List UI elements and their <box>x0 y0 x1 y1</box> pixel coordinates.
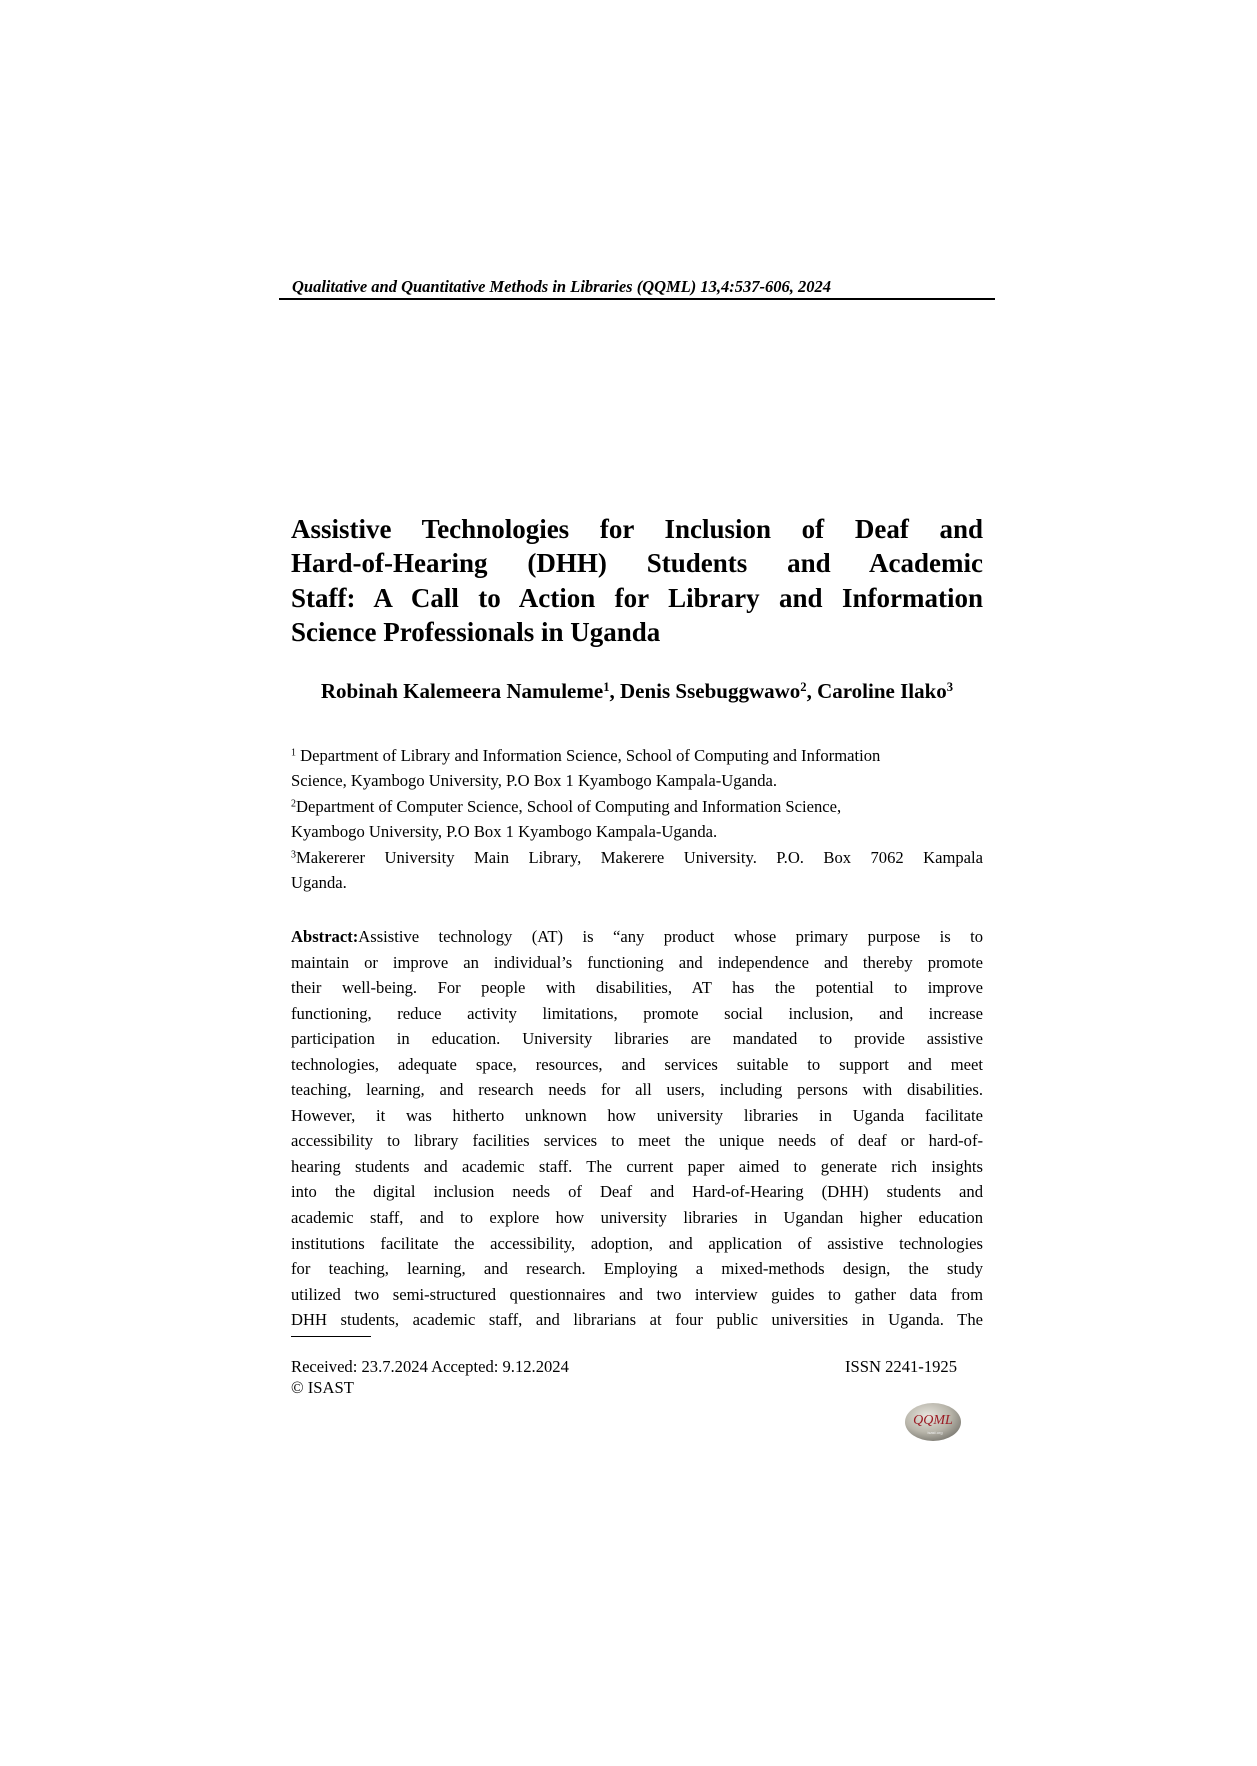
issn: ISSN 2241-1925 <box>845 1357 958 1376</box>
affiliation-2-cont: Kyambogo University, P.O Box 1 Kyambogo Kampala-Uganda. <box>291 822 718 842</box>
affiliation-3 <box>291 845 983 870</box>
affiliation-1 <box>291 743 983 768</box>
running-head <box>292 277 992 297</box>
abstract-line: teaching, learning, and research needs for all users, including persons with disabilities. <box>291 1080 983 1100</box>
logo-subtext: isast.org <box>927 1430 943 1435</box>
affiliation-text: Department of Computer Science, School of Computing and Information Science, <box>295 796 842 816</box>
abstract-line: technologies, adequate space, resources, and services suitable to support and meet <box>291 1054 983 1074</box>
title-line: Science Professionals in Uganda <box>291 616 661 647</box>
author-affiliation-marker: 3 <box>946 680 954 695</box>
affiliation-2 <box>291 794 983 819</box>
abstract-line: maintain or improve an individual’s functioning and independence and thereby promote <box>291 952 983 972</box>
affiliations <box>291 743 983 895</box>
article-title <box>291 512 983 649</box>
affiliation-text: Department of Library and Information Science, School of Computing and Information <box>295 746 881 765</box>
header-rule <box>279 298 995 300</box>
abstract-line: academic staff, and to explore how university libraries in Ugandan higher education <box>291 1208 983 1228</box>
title-line: Hard-of-Hearing (DHH) Students and Academic <box>291 548 983 579</box>
received-accepted-dates: Received: 23.7.2024 Accepted: 9.12.2024 <box>291 1357 569 1376</box>
footnote-rule <box>291 1336 371 1337</box>
affiliation-1-cont: Science, Kyambogo University, P.O Box 1 Kyambogo Kampala-Uganda. <box>291 771 778 791</box>
abstract-line: utilized two semi-structured questionnaires and two interview guides to gather data from <box>291 1284 983 1304</box>
abstract-line: hearing students and academic staff. The current paper aimed to generate rich insights <box>291 1156 983 1176</box>
abstract-line: However, it was hitherto unknown how university libraries in Uganda facilitate <box>291 1105 983 1125</box>
abstract-line: participation in education. University libraries are mandated to provide assistive <box>291 1029 983 1049</box>
affiliation-text: Makererer University Main Library, Makerere University. P.O. Box 7062 Kampala <box>295 847 983 867</box>
affiliation-3-cont: Uganda. <box>291 873 347 893</box>
abstract-line <box>291 924 983 950</box>
abstract-line: into the digital inclusion needs of Deaf and Hard-of-Hearing (DHH) students and <box>291 1182 983 1202</box>
abstract-line: their well-being. For people with disabilities, AT has the potential to improve <box>291 978 983 998</box>
author-separator: , <box>806 679 818 703</box>
author-name: Robinah Kalemeera Namuleme <box>320 679 604 703</box>
logo-text: QQML <box>913 1413 953 1428</box>
copyright-notice: © ISAST <box>291 1378 354 1397</box>
journal-logo-icon <box>904 1402 962 1442</box>
title-line: Assistive Technologies for Inclusion of Deaf and <box>291 514 983 544</box>
author-separator: , <box>609 679 620 703</box>
abstract-text: Assistive technology (AT) is “any product whose primary purpose is to <box>358 927 983 946</box>
author-name: Caroline Ilako <box>817 679 947 703</box>
abstract-line: for teaching, learning, and research. Employing a mixed-methods design, the study <box>291 1259 983 1279</box>
affiliation-marker: 1 <box>291 747 296 759</box>
abstract-line: DHH students, academic staff, and librarians at four public universities in Uganda. The <box>291 1310 983 1330</box>
abstract-line: functioning, reduce activity limitations, promote social inclusion, and increase <box>291 1003 983 1023</box>
author-list <box>291 678 983 705</box>
title-line: Staff: A Call to Action for Library and Information <box>291 582 983 613</box>
author-name: Denis Ssebuggwawo <box>619 679 801 703</box>
author-affiliation-marker: 2 <box>800 680 807 695</box>
abstract-line: accessibility to library facilities services to meet the unique needs of deaf or hard-of- <box>291 1131 983 1151</box>
affiliation-marker: 3 <box>291 849 296 861</box>
journal-citation: Qualitative and Quantitative Methods in Libraries (QQML) 13,4:537-606, 2024 <box>292 277 832 296</box>
author-affiliation-marker: 1 <box>603 680 610 695</box>
affiliation-marker: 2 <box>291 798 296 810</box>
abstract-label: Abstract: <box>291 927 359 946</box>
abstract-line: institutions facilitate the accessibility, adoption, and application of assistive technologies <box>291 1233 983 1253</box>
abstract <box>291 924 983 1333</box>
